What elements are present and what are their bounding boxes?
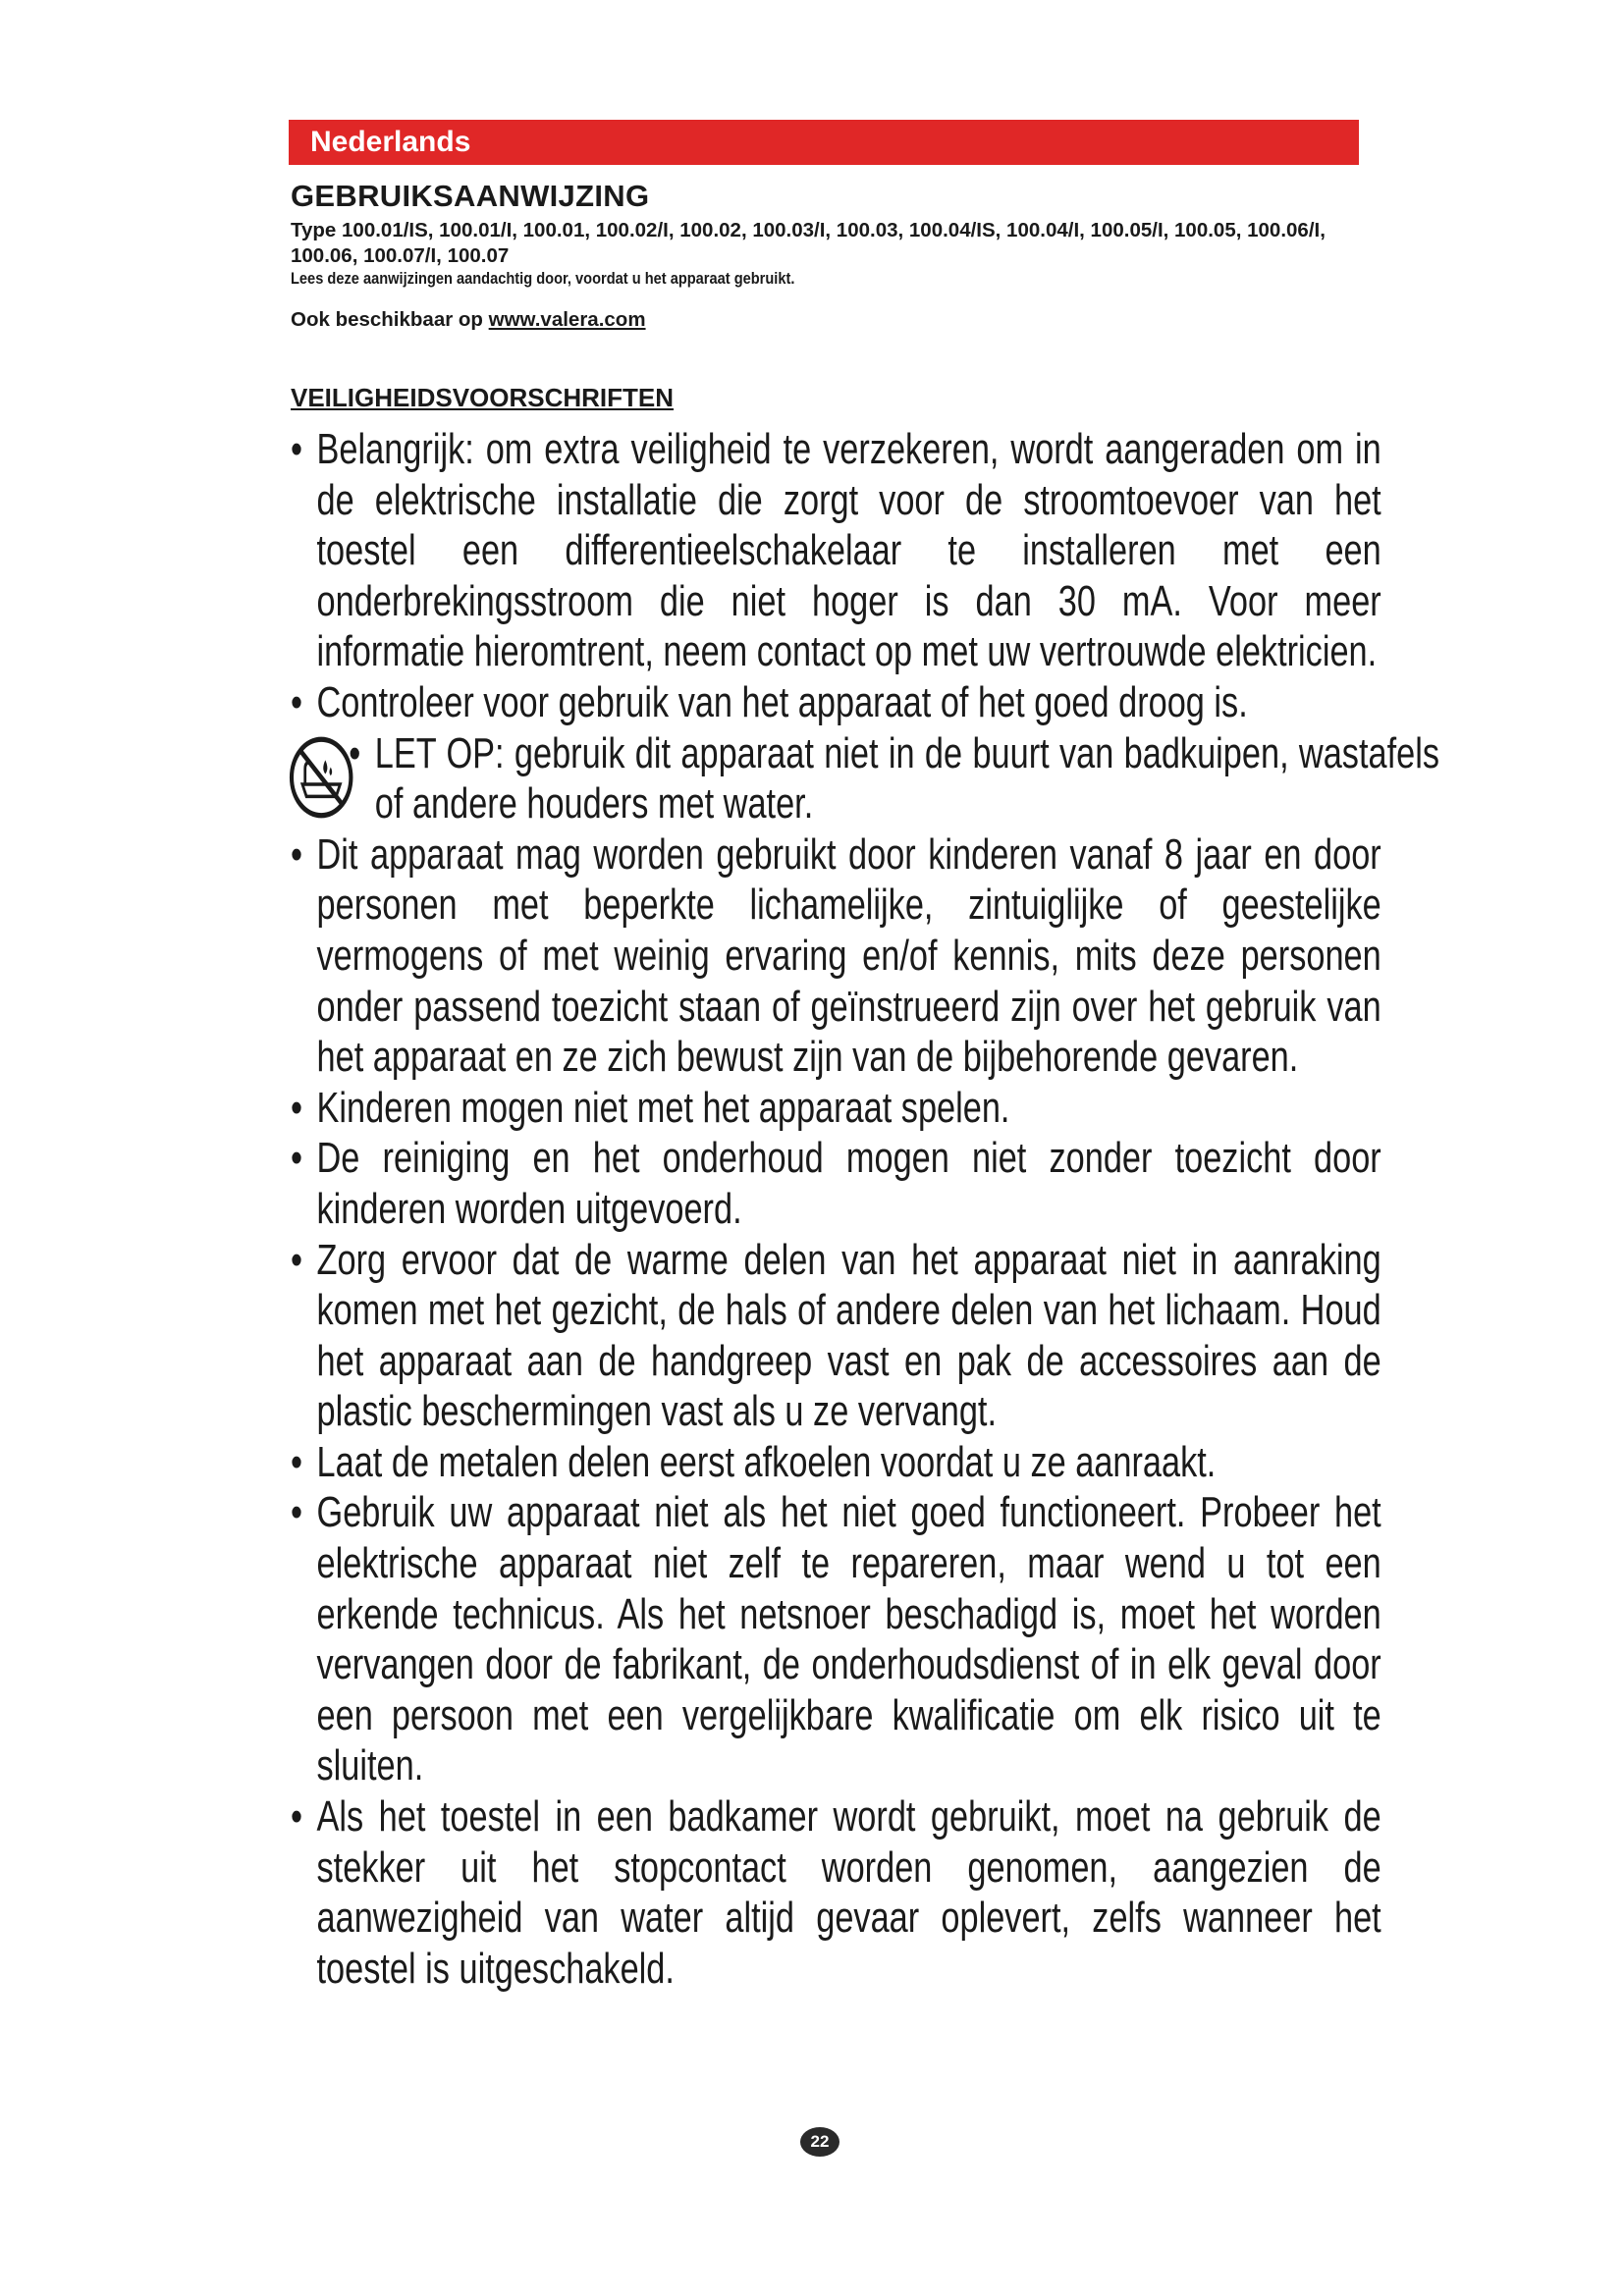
page-title: GEBRUIKSAANWIJZING bbox=[291, 179, 650, 213]
bullet: • bbox=[291, 829, 303, 879]
bullet: • bbox=[291, 1083, 303, 1132]
bullet: • bbox=[291, 1437, 303, 1486]
bullet: • bbox=[291, 677, 303, 726]
safety-item-text: Zorg ervoor dat de warme delen van het apparaat niet in aanraking komen met het gezicht, de hals of andere delen van het lichaam. Houd het apparaat aan de handgreep vast en pak de accessoires aan de plastic beschermingen vast als u ze vervangt. bbox=[316, 1235, 1381, 1436]
model-types: Type 100.01/IS, 100.01/I, 100.01, 100.02/I, 100.02, 100.03/I, 100.03, 100.04/IS, 100.04/I, 100.05/I, 100.05, 100.06/I, 100.06, 100.07/I, 100.07 bbox=[291, 219, 1326, 267]
safety-item-text: Gebruik uw apparaat niet als het niet goed functioneert. Probeer het elektrische apparaat niet zelf te repareren, maar wend u tot een erkende technicus. Als het netsnoer beschadigd is, moet het worden vervangen door de fabrikant, de onderhoudsdienst of in elk geval door een persoon met een vergelijkbare kwalificatie om elk risico uit te sluiten. bbox=[316, 1488, 1381, 1790]
language-bar: Nederlands bbox=[289, 120, 1359, 165]
safety-item bbox=[291, 829, 1381, 1083]
safety-item bbox=[291, 1791, 1381, 1994]
safety-item bbox=[291, 1083, 1381, 1134]
safety-item-text: Laat de metalen delen eerst afkoelen voordat u ze aanraakt. bbox=[316, 1437, 1217, 1486]
bullet: • bbox=[291, 1488, 303, 1537]
safety-item-warning bbox=[291, 728, 1439, 829]
no-water-bath-icon bbox=[288, 734, 355, 821]
safety-item-text: Controleer voor gebruik van het apparaat of het goed droog is. bbox=[316, 677, 1248, 726]
safety-item bbox=[291, 424, 1381, 677]
safety-list bbox=[291, 424, 1439, 1994]
section-heading: VEILIGHEIDSVOORSCHRIFTEN bbox=[291, 383, 675, 412]
bullet: • bbox=[349, 728, 361, 777]
safety-item bbox=[291, 1133, 1381, 1234]
page-number: 22 bbox=[800, 2127, 839, 2157]
safety-item-text: Als het toestel in een badkamer wordt gebruikt, moet na gebruik de stekker uit het stopcontact worden genomen, aangezien de aanwezigheid van water altijd gevaar oplevert, zelfs wanneer het toestel is uitgeschakeld. bbox=[316, 1792, 1381, 1993]
bullet: • bbox=[291, 425, 303, 473]
bullet: • bbox=[291, 1235, 303, 1284]
bullet: • bbox=[291, 1134, 303, 1183]
safety-item bbox=[291, 1235, 1381, 1437]
availability-prefix: Ook beschikbaar op bbox=[291, 308, 483, 331]
safety-item bbox=[291, 1487, 1381, 1791]
safety-item-text: Belangrijk: om extra veiligheid te verzekeren, wordt aangeraden om in de elektrische installatie die zorgt voor de stroomtoevoer van het toestel een differentieelschakelaar te installeren met een onderbrekingsstroom die niet hoger is dan 30 mA. Voor meer informatie hieromtrent, neem contact op met uw vertrouwde elektricien. bbox=[316, 425, 1381, 676]
website-link[interactable]: www.valera.com bbox=[488, 308, 646, 331]
availability-line bbox=[291, 308, 646, 332]
safety-item bbox=[291, 677, 1381, 728]
safety-item-text: De reiniging en het onderhoud mogen niet zonder toezicht door kinderen worden uitgevoerd. bbox=[316, 1134, 1381, 1233]
safety-item-text: LET OP: gebruik dit apparaat niet in de buurt van badkuipen, wastafels of andere houders met water. bbox=[374, 728, 1439, 828]
bullet: • bbox=[291, 1792, 303, 1842]
safety-item-text: Kinderen mogen niet met het apparaat spelen. bbox=[316, 1083, 1010, 1132]
safety-item-text: Dit apparaat mag worden gebruikt door kinderen vanaf 8 jaar en door personen met beperkte lichamelijke, zintuiglijke of geestelijke vermogens of met weinig ervaring en/of kennis, mits deze personen onder passend toezicht staan of geïnstrueerd zijn over het gebruik van het apparaat en ze zich bewust zijn van de bijbehorende gevaren. bbox=[316, 829, 1381, 1082]
safety-item bbox=[291, 1437, 1381, 1488]
read-note: Lees deze aanwijzingen aandachtig door, voordat u het apparaat gebruikt. bbox=[291, 269, 795, 288]
